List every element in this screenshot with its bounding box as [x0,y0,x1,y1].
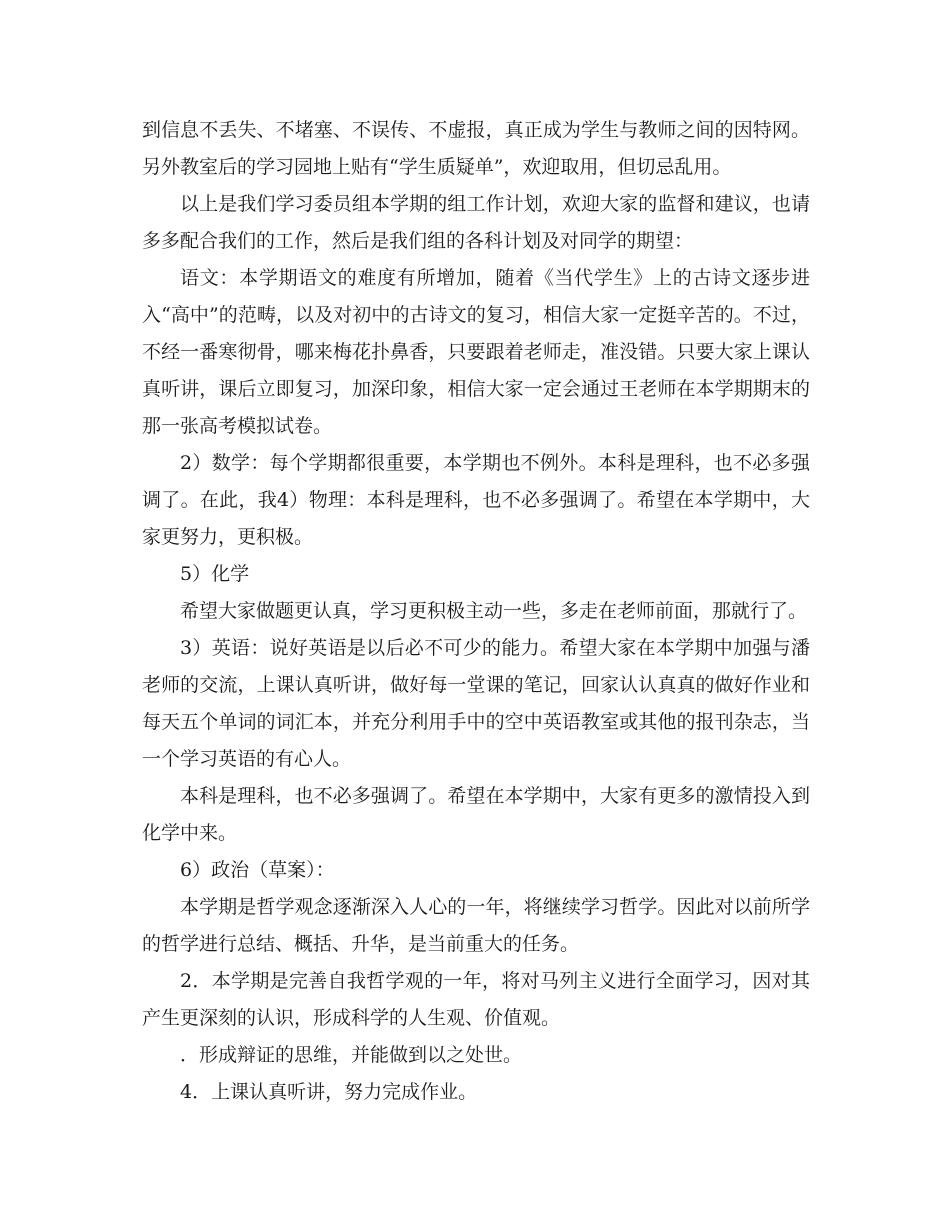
paragraph-chemistry-heading: 5）化学 [180,563,250,585]
paragraph-1: 到信息不丢失、不堵塞、不误传、不虚报，真正成为学生与教师之间的因特网。另外教室后的学习园地上贴有“学生质疑单”，欢迎取用，但切忌乱用。 [142,119,810,178]
paragraph-science: 本科是理科，也不必多强调了。希望在本学期中，大家有更多的激情投入到化学中来。 [142,785,810,844]
paragraph-math: 2）数学：每个学期都很重要，本学期也不例外。本科是理科，也不必多强调了。在此，我4）物理：本科是理科，也不必多强调了。希望在本学期中，大家更努力，更积极。 [142,452,810,548]
paragraph-politics-1: 本学期是哲学观念逐渐深入人心的一年，将继续学习哲学。因此对以前所学的哲学进行总结、概括、升华，是当前重大的任务。 [142,896,810,955]
paragraph-2: 以上是我们学习委员组本学期的组工作计划，欢迎大家的监督和建议，也请多多配合我们的工作，然后是我们组的各科计划及对同学的期望： [142,193,810,252]
paragraph-chemistry: 希望大家做题更认真，学习更积极主动一些，多走在老师前面，那就行了。 [180,600,808,622]
paragraph-chinese: 语文：本学期语文的难度有所增加，随着《当代学生》上的古诗文逐步进入“高中”的范畴，以及对初中的古诗文的复习，相信大家一定挺辛苦的。不过，不经一番寒彻骨，哪来梅花扑鼻香，只要跟着老师走，准没错。只要大家上课认真听讲，课后立即复习，加深印象，相信大家一定会通过王老师在本学期期末的那一张高考模拟试卷。 [142,267,810,437]
paragraph-politics-3: ．形成辩证的思维，并能做到以之处世。 [180,1044,523,1066]
paragraph-politics-heading: 6）政治（草案）： [180,859,335,881]
document-body [142,112,810,1111]
paragraph-politics-4: 4．上课认真听讲，努力完成作业。 [180,1081,478,1103]
paragraph-english: 3）英语：说好英语是以后必不可少的能力。希望大家在本学期中加强与潘老师的交流，上课认真听讲，做好每一堂课的笔记，回家认认真真的做好作业和每天五个单词的词汇本，并充分利用手中的空中英语教室或其他的报刊杂志，当一个学习英语的有心人。 [142,637,810,770]
paragraph-politics-2: 2．本学期是完善自我哲学观的一年，将对马列主义进行全面学习，因对其产生更深刻的认识，形成科学的人生观、价值观。 [142,970,810,1029]
